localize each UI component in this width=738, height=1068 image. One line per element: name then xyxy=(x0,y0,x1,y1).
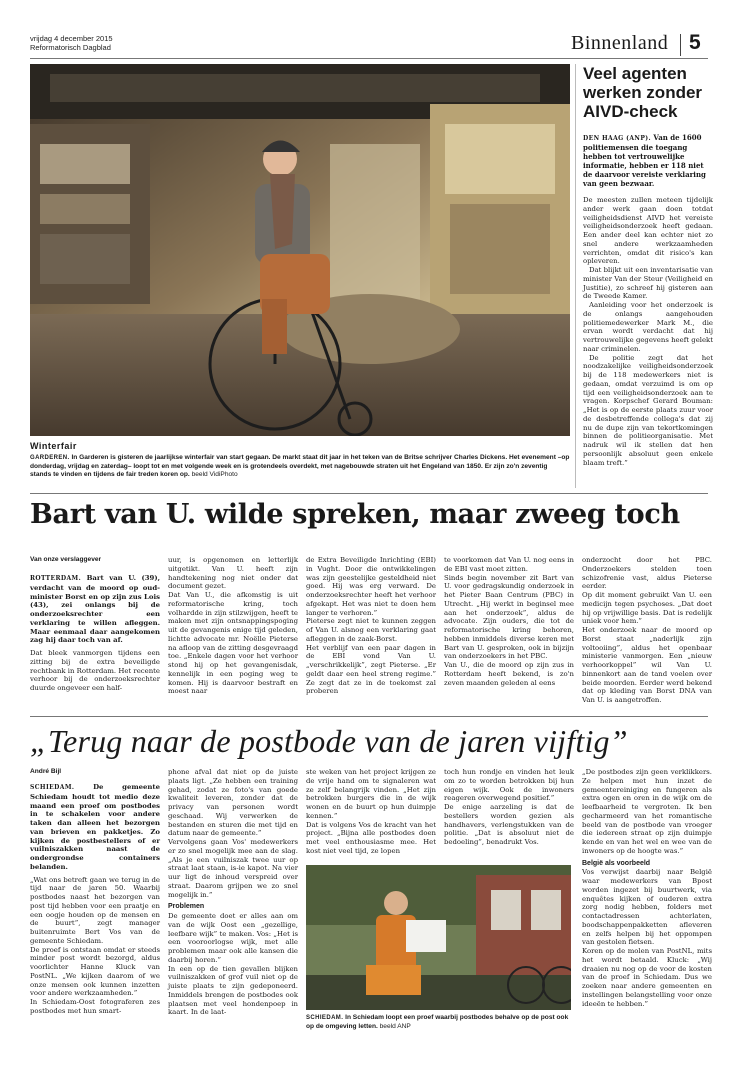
postbode-subhead: Problemen xyxy=(168,903,205,911)
postbode-place: SCHIEDAM. xyxy=(30,784,75,791)
photo-caption xyxy=(30,454,570,480)
agents-lead-text: Van de 1600 politiemensen die toegang hebben tot vertrouwelijke informatie, hebben er 118 niet de daarvoor vereiste verklaring van geen bezwaar. xyxy=(583,133,706,188)
bart-headline: Bart van U. wilde spreken, maar zweeg toch xyxy=(30,499,680,530)
postbode-text: „De postbodes zijn geen verklikkers. Ze helpen met hun inzet de gemeentereiniging en fungeren als extra ogen en oren in de wijk om de leefbaarheid te vergroten. Ik ben gecharmeerd van het romantische beeld van de postbode van vroeger die iedereen straat op zijn duimpje kende en van het wel en wee van de inwoners op de hoogte was.” xyxy=(582,768,712,855)
postbode-column-1 xyxy=(30,783,160,1016)
postbode-caption-credit: beeld ANP xyxy=(377,1022,411,1030)
article-separator xyxy=(30,493,708,494)
bart-place: ROTTERDAM. xyxy=(30,575,82,582)
bart-column-4: te voorkomen dat Van U. nog eens in de EBI vast moet zitten. Sinds begin november zit Bart van U. voor gedragskundig onderzoek in het Pieter Baan Centrum (PBC) in Utrecht. „Hij werkt in beginsel mee aan het onderzoek”, aldus de advocate. Zijn ouders, die tot de reformatorische kring behoren, hebben inmiddels diverse keren met Bart van U. gesproken, ook in bijzijn van onderzoekers in het PBC. Van U., die de moord op zijn zus in Rotterdam heeft bekend, is zo'n zeven maanden geleden al eens xyxy=(444,556,574,687)
postbode-column-4: toch hun rondje en vinden het leuk om zo te worden betrokken bij hun eigen wijk. Ook de inwoners reageren overwegend positief.” De enige aarzeling is dat de bestellers worden gezien als handhavers, verlengstukken van de politie. „Dat is absoluut niet de bedoeling”, benadrukt Vos. xyxy=(444,768,574,846)
postbode-lead: De gemeente Schiedam houdt tot medio deze maand een proef om postbodes in te schakelen voor andere taken dan alleen het bezorgen van brieven en pakketjes. Zo kijken de postbestellers of er vuilniszakken naast de ondergrondse containers belanden. xyxy=(30,783,160,871)
column-divider xyxy=(575,64,576,488)
issue-date: vrijdag 4 december 2015 xyxy=(30,34,113,43)
postbode-column-5 xyxy=(582,768,712,1008)
agents-paragraph: Aanleiding voor het onderzoek is de onlangs aangehouden politiemedewerker Mark M., die ervan wordt verdacht dat hij vertrouwelijke gegevens heeft gelekt naar criminelen. xyxy=(583,301,713,353)
caption-text: In Garderen is gisteren de jaarlijkse winterfair van start gegaan. De markt staat dit jaar in het teken van de Britse schrijver Charles Dickens. Het evenement –op donderdag, vrijdag en zaterdag– loopt tot en met volgende week en is grotendeels overdekt, met nagebouwde straten uit het Engeland van 1850. Er zijn zo'n zeventig stands te vinden en tijdens de fair treden koren op. xyxy=(30,454,570,479)
agents-article-body xyxy=(583,196,713,467)
bart-byline: Van onze verslaggever xyxy=(30,556,102,563)
postbode-text: Vos verwijst daarbij naar België waar medewerkers van Bpost worden ingezet bij buurtwerk, via enquêtes kijken of ouderen extra zorg nodig hebben, folders met contactadressen achterlaten, boodschappenpakketten afleveren en zelfs helpen bij het oppompen van gestolen fietsen. Koren op de molen van PostNL, mits het wordt betaald. Kluck: „Wij draaien nu nog op de voor de kosten van de proef in Schiedam. Dus we zoeken naar andere gemeenten en instellingen belangstelling voor onze ideeën te hebben.” xyxy=(582,868,712,1008)
bart-text: Dat bleek vanmorgen tijdens een zitting bij de extra beveiligde rechtbank in Rotterdam. Het recente verhoor bij de onderzoeksrechter duurde ongeveer een half- xyxy=(30,649,160,692)
postbode-caption-text: In Schiedam loopt een proef waarbij postbodes behalve op de post ook op de omgeving letten. xyxy=(306,1014,569,1030)
agents-paragraph: Dat blijkt uit een inventarisatie van minister Van der Steur (Veiligheid en Justitie), zo schreef hij gisteren aan de Tweede Kamer. xyxy=(583,266,713,301)
winterfair-photo xyxy=(30,64,570,436)
postbode-photo xyxy=(306,865,571,1010)
caption-credit: beeld VidiPhoto xyxy=(189,471,238,479)
section-title: Binnenland xyxy=(571,32,669,54)
agents-paragraph: De meesten zullen meteen tijdelijk ander werk gaan doen totdat veiligheidsdienst AIVD het vereiste veiligheidsonderzoek heeft gedaan. Een ander deel kan echter niet zo snel andere werkzaamheden verrichten, omdat dit risico's kan opleveren. xyxy=(583,196,713,266)
photo-caption-title: Winterfair xyxy=(30,441,77,451)
bart-column-2: uur, is opgenomen en letterlijk uitgetikt. Van U. heeft zijn handtekening nog niet onder dat document gezet. Dat Van U., die afkomstig is uit reformatorische kring, toch volhardde in zijn stilzwijgen, heeft te maken met zijn ontsnappingspoging uit de gevangenis enige tijd geleden, lichtte advocate mr. Noëlle Pieterse na afloop van de zitting desgevraagd toe. „Enkele dagen voor het verhoor stond hij op het gevangenisdak, kennelijk in een poging weg te komen. Hij is daarvoor bestraft en moest naar xyxy=(168,556,298,696)
caption-place: GARDEREN. xyxy=(30,455,70,461)
postbode-photo-caption xyxy=(306,1014,571,1031)
agents-article-title: Veel agenten werken zonder AIVD-check xyxy=(583,64,703,121)
postbode-text: phone afval dat niet op de juiste plaats ligt. „Ze hebben een training gehad, zodat ze foto's van goede kwaliteit leveren, zonder dat de privacy van personen wordt geschaad. Wij verwerken de bestanden en sturen die met tijd en datum naar de gemeente.” Vervolgens gaan Vos' medewerkers er zo snel mogelijk mee aan de slag. „Als je een vuilniszak twee uur op straat laat staan, is-ie kapot. Na vier uur ligt de inhoud verspreid over straat. Daarom grijpen we zo snel mogelijk in.” xyxy=(168,768,298,899)
article-separator xyxy=(30,716,708,717)
agents-article-lead xyxy=(583,133,713,188)
postbode-headline: „Terug naar de postbode van de jaren vijftig” xyxy=(30,723,628,759)
bart-column-1 xyxy=(30,574,160,693)
postbode-column-3: ste weken van het project krijgen ze de vrije hand om te signaleren wat ze zelf belangrijk vinden. „Het zijn betrokken burgers die in de wijk wonen en de buurt op hun duimpje kennen.” Dat is volgens Vos de kracht van het project. „Bijna alle postbodes doen met veel enthousiasme mee. Het kost niet veel tijd, ze lopen xyxy=(306,768,436,855)
header-divider xyxy=(680,34,681,56)
postbode-column-2 xyxy=(168,768,298,1017)
bart-column-3: de Extra Beveiligde Inrichting (EBI) in Vught. Door die ontwikkelingen was zijn geestelijke gesteldheid niet goed. Hij was erg verward. De onderzoeksrechter heeft het verhoor afgekapt. Het was niet te doen hem langer te verhoren.” Pieterse zegt niet te kunnen zeggen of Van U. alsnog een verklaring gaat afleggen in de zaak-Borst. Het verblijf van een paar dagen in de EBI vond Van U. „verschrikkelijk”, zegt Pieterse. „Er geldt daar een heel streng regime.” Ze zegt dat ze in de toekomst zal proberen xyxy=(306,556,436,696)
agents-paragraph: De politie zegt dat het noodzakelijke veiligheidsonderzoek bij de 118 medewerkers niet is gedaan, omdat verzuimd is om op tijd een veiligheidsonderzoek aan te vragen. Korpschef Gerard Bouman: „Het is op de eerste plaats zuur voor de desbetreffende collega's dat zij nu de dupe zijn van tekortkomingen binnen de politieorganisatie. Met nadruk wil ik stellen dat hen persoonlijk absoluut geen enkele blaam treft.” xyxy=(583,353,713,467)
newspaper-name: Reformatorisch Dagblad xyxy=(30,43,111,52)
postbode-subhead: België als voorbeeld xyxy=(582,859,651,867)
page-number: 5 xyxy=(689,31,701,54)
postbode-byline: André Bijl xyxy=(30,768,62,775)
header-rule xyxy=(30,58,708,59)
header-date-block xyxy=(30,34,113,52)
postbode-text: De gemeente doet er alles aan om van de wijk Oost een „gezellige, leefbare wijk” te maken. Vos: „Het is een vooroorlogse wijk, met alle problemen maar ook alle kansen die daarbij horen.” In een op de tien gevallen blijken vuilniszakken of grof vuil niet op de juiste plaats te zijn gedeponeerd. Inmiddels brengen de postbodes ook plaatsen met veel hondenpoep in kaart. In de laat- xyxy=(168,912,298,1017)
postbode-text: „Wat ons betreft gaan we terug in de tijd naar de jaren 50. Waarbij postbodes naast het bezorgen van post tijd hebben voor een praatje en een oogje houden op de mensen en de buurt”, zegt manager buitenruimte Bert Vos van de gemeente Schiedam. De proef is ontstaan omdat er steeds minder post wordt bezorgd, aldus voorlichter Hanne Kluck van PostNL. „We kijken daarom of we onze mensen ook kunnen inzetten voor andere werkzaamheden.” In Schiedam-Oost fotograferen zes postbodes met hun smart- xyxy=(30,875,160,1015)
bart-column-5: onderzocht door het PBC. Onderzoekers stelden toen schizofrenie vast, aldus Pieterse eerder. Op dit moment gebruikt Van U. een medicijn tegen psychoses. „Dat doet hij op vrijwillige basis. Dat is redelijk uniek voor hem.” Het onderzoek naar de moord op Borst staat „naderlijk zijn voltooiing”, aldus het openbaar ministerie vanmorgen. Een „nieuw verhoorkoppel” wil Van U. binnenkort aan de tand voelen over beide moorden. Eerder werd bekend dat op kleding van Borst DNA van Van U. is aangetroffen. xyxy=(582,556,712,704)
agents-place: DEN HAAG (ANP). xyxy=(583,135,651,142)
bart-lead: Bart van U. (39), verdacht van de moord op oud-minister Borst en op zijn zus Lois (43), zei onlangs bij de onderzoeksrechter een verklaring te willen afleggen. Maar eenmaal daar aangekomen zag hij daar toch van af. xyxy=(30,574,160,645)
postbode-caption-place: SCHIEDAM. xyxy=(306,1015,344,1021)
